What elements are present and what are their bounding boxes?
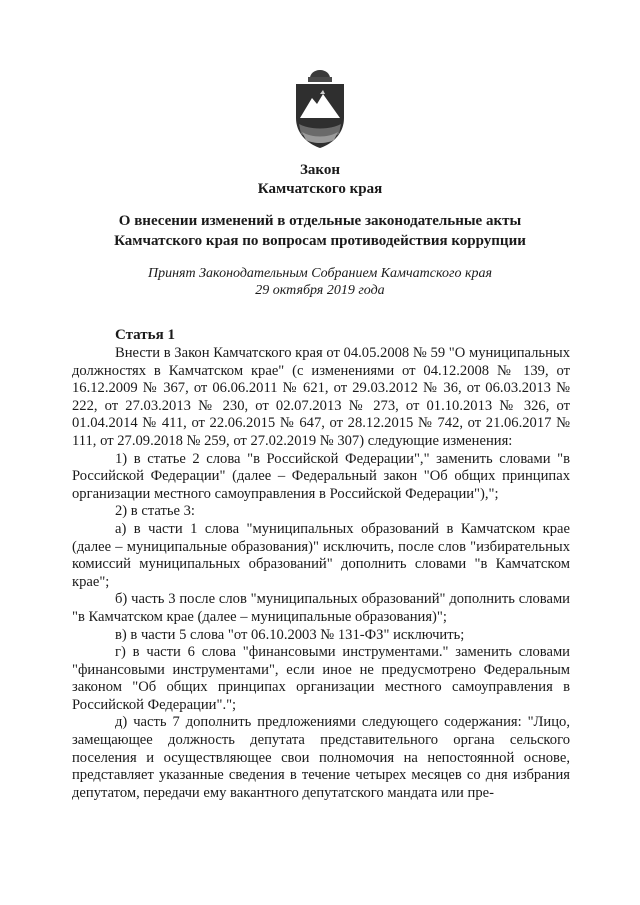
paragraph: Внести в Закон Камчатского края от 04.05.2008 № 59 "О муниципальных должностях в Камчатском крае" (с изменениями от 04.12.2008 № 139, от 16.12.2009 № 367, от 06.06.2011 № 621, от 29.03.2012 № 36, от 06.03.2013 № 222, от 27.03.2013 № 230, от 02.07.2013 № 273, от 01.10.2013 № 326, от 01.04.2014 № 411, от 22.06.2015 № 647, от 28.12.2015 № 742, от 21.06.2017 № 111, от 27.09.2018 № 259, от 27.02.2019 № 307) следующие изменения: bbox=[72, 345, 570, 449]
law-subject-line-2: Камчатского края по вопросам противодействия коррупции bbox=[114, 233, 526, 249]
law-region: Камчатского края bbox=[257, 181, 383, 197]
kamchatka-coat-of-arms-icon bbox=[290, 68, 350, 150]
paragraph: б) часть 3 после слов "муниципальных образований" дополнить словами "в Камчатском крае (далее – муниципальные образования)"; bbox=[72, 591, 570, 625]
paragraph: 2) в статье 3: bbox=[115, 503, 195, 520]
law-subject-line-1: О внесении изменений в отдельные законодательные акты bbox=[118, 213, 522, 229]
paragraph: 1) в статье 2 слова "в Российской Федерации"," заменить словами "в Российской Федерации" (далее – Федеральный закон "Об общих принципах организации местного самоуправления в Российской Федерации"),"; bbox=[72, 450, 570, 502]
adopted-date: 29 октября 2019 года bbox=[255, 283, 385, 298]
adopted-by: Принят Законодательным Собранием Камчатского края bbox=[147, 266, 493, 281]
article-heading: Статья 1 bbox=[115, 327, 175, 343]
paragraph: в) в части 5 слова "от 06.10.2003 № 131-ФЗ" исключить; bbox=[115, 626, 465, 643]
law-title: Закон bbox=[299, 162, 340, 178]
paragraph: д) часть 7 дополнить предложениями следующего содержания: "Лицо, замещающее должность депутата представительного органа сельского поселения и осуществляющее свои полномочия на непостоянной основе, представляет указанные сведения в течение четырех месяцев со дня избрания депутатом, передачи ему вакантного депутатского мандата или пре- bbox=[72, 714, 570, 801]
article-body bbox=[72, 345, 570, 802]
paragraph: г) в части 6 слова "финансовыми инструментами." заменить словами "финансовыми инструментами", если иное не предусмотрено Федеральным законом "Об общих принципах организации местного самоуправления в Российской Федерации"."; bbox=[72, 644, 570, 713]
paragraph: а) в части 1 слова "муниципальных образований в Камчатском крае (далее – муниципальные образования)" исключить, после слов "избирательных комиссий муниципальных образований" дополнить словами "в Камчатском крае"; bbox=[72, 520, 570, 590]
